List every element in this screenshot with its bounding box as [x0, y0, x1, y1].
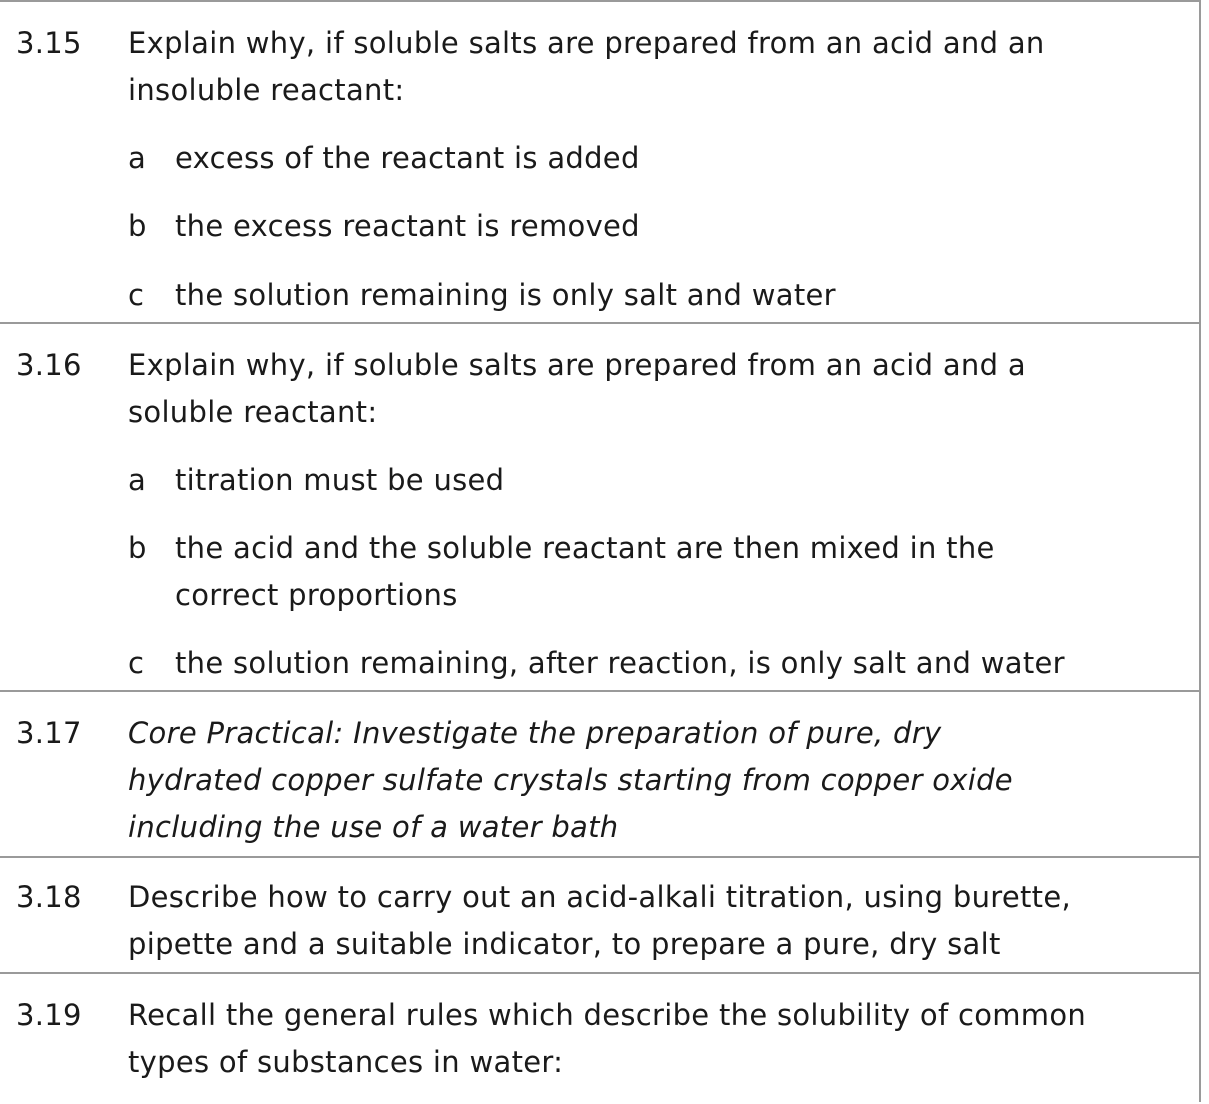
statement-line: insoluble reactant:: [128, 73, 405, 107]
spec-row-3-16: [0, 324, 1199, 692]
sub-item-text: the excess reactant is removed: [175, 209, 640, 243]
sub-item-c: [128, 272, 1179, 319]
spec-number: 3.19: [16, 998, 82, 1032]
sub-item-text: the solution remaining, after reaction, is only salt and water: [175, 646, 1065, 680]
sub-item-a: [128, 457, 1179, 504]
sub-item-text: titration must be used: [175, 463, 505, 497]
sub-item-letter: b: [128, 209, 147, 243]
spec-row-3-18: [0, 858, 1199, 974]
sub-item-text: excess of the reactant is added: [175, 141, 640, 175]
statement-line: Explain why, if soluble salts are prepared from an acid and a: [128, 348, 1026, 382]
statement-line: types of substances in water:: [128, 1045, 564, 1079]
spec-number: 3.17: [16, 716, 82, 750]
sub-item-b: [128, 203, 1179, 250]
sub-item-letter: a: [128, 463, 147, 497]
sub-item-text: the acid and the soluble reactant are then mixed in the: [175, 531, 995, 565]
sub-item-b: [128, 525, 1179, 619]
sub-item-letter: a: [128, 141, 147, 175]
sub-item-letter: c: [128, 646, 145, 680]
spec-statement: [128, 342, 1179, 436]
spec-statement: [128, 20, 1179, 114]
sub-item-letter: c: [128, 278, 145, 312]
spec-row-3-15: [0, 2, 1199, 324]
spec-statement: [128, 874, 1179, 968]
spec-statement: [128, 710, 1179, 851]
sub-item-letter: b: [128, 531, 147, 565]
sub-item-a: [128, 135, 1179, 182]
spec-statement: [128, 992, 1179, 1086]
statement-line: Core Practical: Investigate the preparation of pure, dry: [128, 716, 942, 750]
spec-row-3-17: [0, 692, 1199, 858]
spec-row-3-19: [0, 974, 1199, 1104]
spec-number: 3.16: [16, 348, 82, 382]
statement-line: Recall the general rules which describe the solubility of common: [128, 998, 1087, 1032]
statement-line: Explain why, if soluble salts are prepared from an acid and an: [128, 26, 1045, 60]
sub-item-c: [128, 640, 1179, 687]
statement-line: including the use of a water bath: [128, 810, 619, 844]
statement-line: hydrated copper sulfate crystals starting from copper oxide: [128, 763, 1013, 797]
spec-number: 3.18: [16, 880, 82, 914]
sub-item-text: the solution remaining is only salt and water: [175, 278, 836, 312]
statement-line: soluble reactant:: [128, 395, 378, 429]
sub-item-text: correct proportions: [175, 578, 458, 612]
spec-number: 3.15: [16, 26, 82, 60]
statement-line: pipette and a suitable indicator, to prepare a pure, dry salt: [128, 927, 1001, 961]
statement-line: Describe how to carry out an acid-alkali titration, using burette,: [128, 880, 1071, 914]
